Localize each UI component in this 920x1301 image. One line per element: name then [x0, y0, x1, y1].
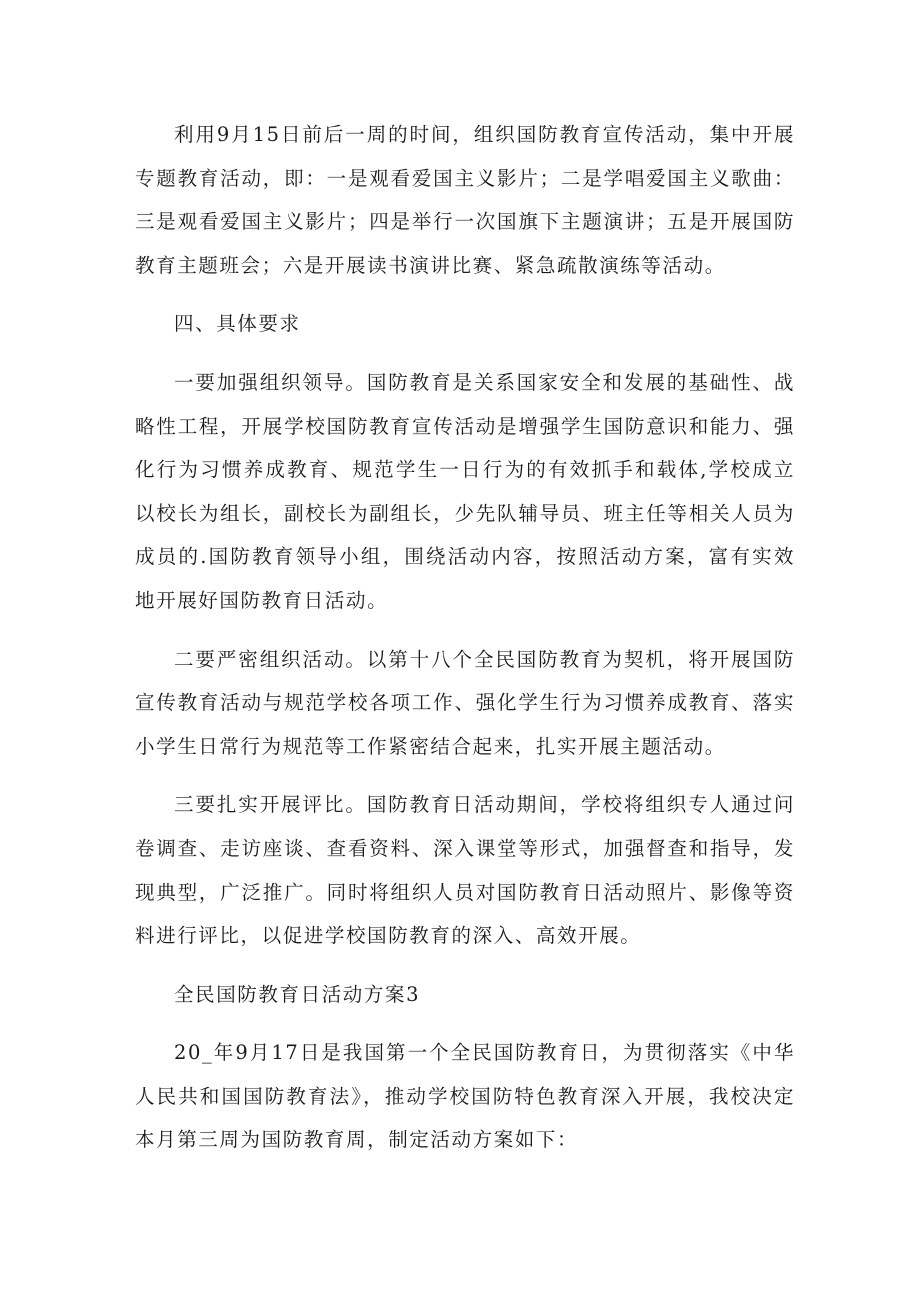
plan-title: 全民国防教育日活动方案3: [174, 982, 421, 1006]
paragraph-organization-leadership: 一要加强组织领导。国防教育是关系国家安全和发展的基础性、战略性工程，开展学校国防教育宣传活动是增强学生国防意识和能力、强化行为习惯养成教育、规范学生一日行为的有效抓手和载体,学校成立以校长为组长，副校长为副组长，少先队辅导员、班主任等相关人员为成员的.国防教育领导小组，围绕活动内容，按照活动方案，富有实效地开展好国防教育日活动。: [135, 370, 795, 612]
document-body: [135, 113, 795, 1177]
paragraph-organize-activities: 二要严密组织活动。以第十八个全民国防教育为契机，将开展国防宣传教育活动与规范学校各项工作、强化学生行为习惯养成教育、落实小学生日常行为规范等工作紧密结合起来，扎实开展主题活动。: [135, 647, 795, 758]
section-heading-requirements: 四、具体要求: [174, 312, 301, 336]
paragraph-plan-intro: 20_年9月17日是我国第一个全民国防教育日，为贯彻落实《中华人民共和国国防教育法》，推动学校国防特色教育深入开展，我校决定本月第三周为国防教育周，制定活动方案如下：: [135, 1041, 795, 1152]
paragraph-activity-plan: 利用9月15日前后一周的时间，组织国防教育宣传活动，集中开展专题教育活动，即：一是观看爱国主义影片；二是学唱爱国主义歌曲：三是观看爱国主义影片；四是举行一次国旗下主题演讲；五是开展国防教育主题班会；六是开展读书演讲比赛、紧急疏散演练等活动。: [135, 123, 795, 277]
paragraph-evaluation: 三要扎实开展评比。国防教育日活动期间，学校将组织专人通过问卷调查、走访座谈、查看资料、深入课堂等形式，加强督查和指导，发现典型，广泛推广。同时将组织人员对国防教育日活动照片、影像等资料进行评比，以促进学校国防教育的深入、高效开展。: [135, 793, 795, 948]
